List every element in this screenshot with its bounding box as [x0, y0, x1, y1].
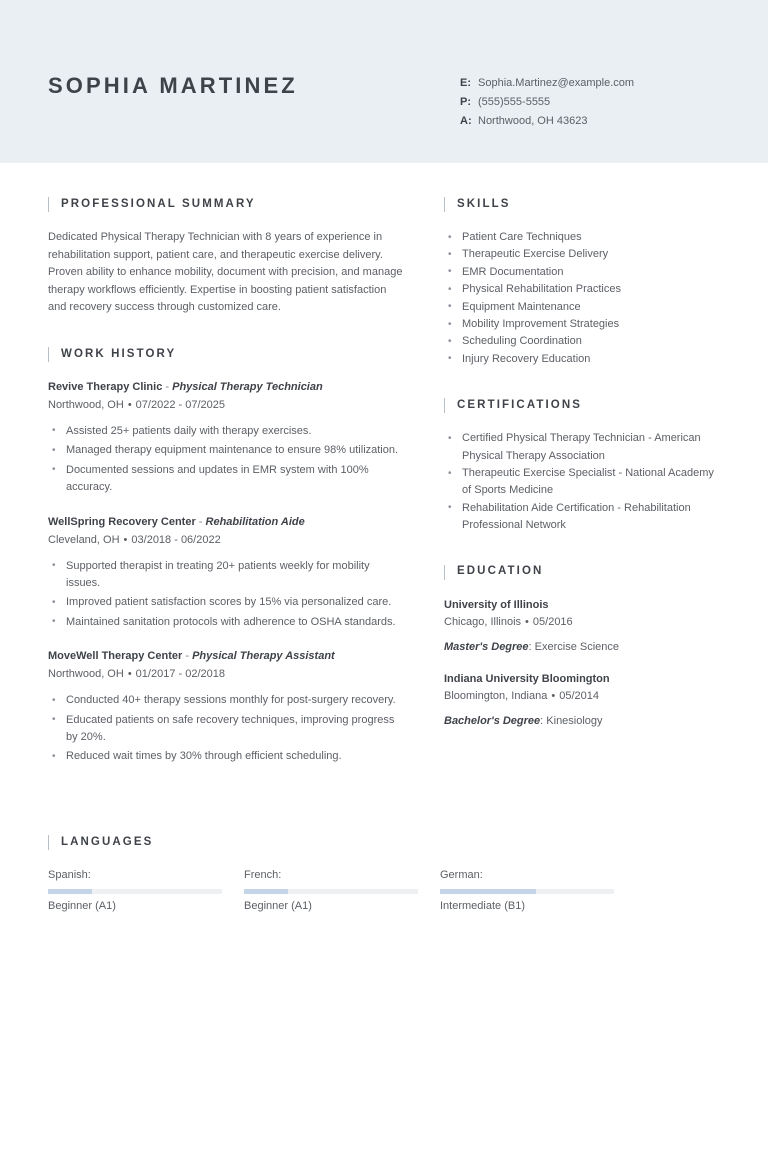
job-bullet-list — [48, 558, 406, 632]
language-progress-fill — [440, 889, 536, 894]
job-dates: 03/2018 - 06/2022 — [131, 533, 221, 546]
summary-text: Dedicated Physical Therapy Technician with 8 years of experience in rehabilitation support, patient care, and therapeutic exercise delivery. Proven ability to enhance mobility, document with precision, and manage therapy workflows efficiently. Expertise in boosting patient satisfaction and recovery success through customized care. — [48, 231, 403, 314]
list-item: • Mobility Improvement Strategies — [444, 316, 720, 333]
list-item: • Injury Recovery Education — [444, 351, 720, 368]
bullet-separator-icon: • — [127, 398, 132, 411]
education-school: Indiana University Bloomington — [444, 672, 610, 685]
accent-bar-icon — [48, 835, 49, 850]
education-date: 05/2016 — [532, 615, 573, 628]
list-item: • Managed therapy equipment maintenance to ensure 98% utilization. — [48, 442, 406, 459]
work-history-item — [48, 648, 406, 766]
education-degree-label: Master's Degree — [444, 640, 529, 653]
education-location: Bloomington, Indiana — [444, 689, 548, 702]
list-item: • Equipment Maintenance — [444, 299, 720, 316]
list-item: • Therapeutic Exercise Specialist - National Academy of Sports Medicine — [444, 465, 720, 500]
language-progress-track — [244, 889, 418, 894]
list-item: • Scheduling Coordination — [444, 333, 720, 350]
accent-bar-icon — [444, 565, 445, 580]
section-title-education: EDUCATION — [457, 565, 544, 578]
list-item: • Conducted 40+ therapy sessions monthly for post-surgery recovery. — [48, 692, 406, 709]
language-item-spanish — [48, 867, 244, 915]
page-title: SOPHIA MARTINEZ — [48, 73, 298, 98]
right-column — [430, 163, 720, 745]
job-company: WellSpring Recovery Center — [48, 515, 196, 528]
language-progress-track — [440, 889, 614, 894]
education-location: Chicago, Illinois — [444, 615, 522, 628]
education-meta — [444, 688, 720, 705]
job-title-line — [48, 379, 406, 396]
contact-block — [448, 70, 720, 131]
language-level: Intermediate (B1) — [440, 899, 525, 912]
education-degree — [444, 639, 720, 656]
job-role: Physical Therapy Technician — [172, 380, 323, 393]
job-meta — [48, 397, 406, 414]
accent-bar-icon — [444, 398, 445, 413]
phone-label: P: — [460, 96, 471, 108]
job-company: Revive Therapy Clinic — [48, 380, 163, 393]
education-degree-value: : Exercise Science — [528, 640, 620, 653]
job-location: Cleveland, OH — [48, 533, 120, 546]
section-title-skills: SKILLS — [457, 197, 511, 210]
resume-body — [0, 163, 768, 783]
education-item — [444, 597, 720, 656]
job-bullet-list — [48, 423, 406, 497]
language-level: Beginner (A1) — [48, 899, 116, 912]
education-degree-label: Bachelor's Degree — [444, 714, 541, 727]
certifications-list — [444, 430, 720, 534]
section-heading — [444, 398, 720, 413]
list-item: • EMR Documentation — [444, 264, 720, 281]
section-heading — [48, 347, 406, 362]
address-label: A: — [460, 115, 472, 127]
section-heading — [444, 565, 720, 580]
section-languages — [0, 835, 768, 928]
bullet-separator-icon: • — [127, 668, 132, 681]
education-degree-value: : Kinesiology — [540, 714, 603, 727]
resume-header — [0, 0, 768, 163]
language-progress-fill — [244, 889, 288, 894]
section-title-languages: LANGUAGES — [61, 835, 154, 848]
job-dates: 01/2017 - 02/2018 — [135, 668, 225, 681]
bullet-separator-icon: • — [123, 533, 128, 546]
job-bullet-list — [48, 692, 406, 766]
list-item: • Certified Physical Therapy Technician - American Physical Therapy Association — [444, 430, 720, 465]
education-item — [444, 671, 720, 730]
contact-row-email — [460, 74, 720, 93]
list-item: • Reduced wait times by 30% through efficient scheduling. — [48, 748, 406, 765]
job-location: Northwood, OH — [48, 668, 124, 681]
list-item: • Physical Rehabilitation Practices — [444, 281, 720, 298]
section-title-certifications: CERTIFICATIONS — [457, 399, 583, 411]
accent-bar-icon — [444, 197, 445, 212]
job-meta — [48, 532, 406, 549]
bullet-separator-icon: • — [525, 615, 529, 628]
section-certifications — [444, 398, 720, 534]
email-label: E: — [460, 77, 471, 89]
language-item-german — [440, 867, 636, 915]
left-column — [48, 163, 430, 783]
list-item: • Assisted 25+ patients daily with therapy exercises. — [48, 423, 406, 440]
list-item: • Educated patients on safe recovery techniques, improving progress by 20%. — [48, 712, 406, 747]
contact-row-phone — [460, 93, 720, 112]
list-item: • Rehabilitation Aide Certification - Rehabilitation Professional Network — [444, 500, 720, 535]
section-title-summary: PROFESSIONAL SUMMARY — [61, 197, 256, 210]
education-school: University of Illinois — [444, 598, 549, 611]
job-location: Northwood, OH — [48, 398, 124, 411]
email-value[interactable]: Sophia.Martinez@example.com — [478, 77, 635, 89]
bullet-separator-icon: • — [551, 689, 556, 702]
list-item: • Maintained sanitation protocols with adherence to OSHA standards. — [48, 614, 406, 631]
work-history-item — [48, 514, 406, 632]
job-separator: - — [182, 650, 193, 663]
language-name: French: — [244, 868, 282, 881]
accent-bar-icon — [48, 197, 49, 212]
accent-bar-icon — [48, 347, 49, 362]
job-role: Physical Therapy Assistant — [192, 650, 335, 663]
job-title-line — [48, 648, 406, 665]
list-item: • Improved patient satisfaction scores by 15% via personalized care. — [48, 594, 406, 611]
list-item: • Documented sessions and updates in EMR system with 100% accuracy. — [48, 462, 406, 497]
section-professional-summary — [48, 197, 406, 317]
list-item: • Therapeutic Exercise Delivery — [444, 246, 720, 263]
contact-row-address — [460, 112, 720, 131]
section-title-work-history: WORK HISTORY — [61, 347, 177, 360]
section-heading — [444, 197, 720, 212]
phone-value[interactable]: (555)555-5555 — [478, 96, 551, 108]
section-skills — [444, 197, 720, 368]
languages-grid — [48, 867, 720, 928]
education-degree — [444, 713, 720, 730]
language-item-french — [244, 867, 440, 915]
language-progress-fill — [48, 889, 92, 894]
language-level: Beginner (A1) — [244, 899, 312, 912]
address-value: Northwood, OH 43623 — [478, 115, 588, 127]
job-role: Rehabilitation Aide — [205, 515, 305, 528]
job-separator: - — [162, 380, 173, 393]
job-company: MoveWell Therapy Center — [48, 650, 183, 663]
language-name: German: — [440, 868, 483, 881]
section-heading — [48, 835, 720, 850]
job-separator: - — [195, 515, 206, 528]
education-meta — [444, 614, 720, 631]
job-title-line — [48, 514, 406, 531]
work-history-item — [48, 379, 406, 497]
list-item: • Patient Care Techniques — [444, 229, 720, 246]
section-education — [444, 565, 720, 730]
section-heading — [48, 197, 406, 212]
language-name: Spanish: — [48, 868, 91, 881]
section-work-history — [48, 347, 406, 766]
language-progress-track — [48, 889, 222, 894]
job-dates: 07/2022 - 07/2025 — [135, 398, 225, 411]
list-item: • Supported therapist in treating 20+ patients weekly for mobility issues. — [48, 558, 406, 593]
education-date: 05/2014 — [559, 689, 599, 702]
skills-list — [444, 229, 720, 368]
job-meta — [48, 666, 406, 683]
